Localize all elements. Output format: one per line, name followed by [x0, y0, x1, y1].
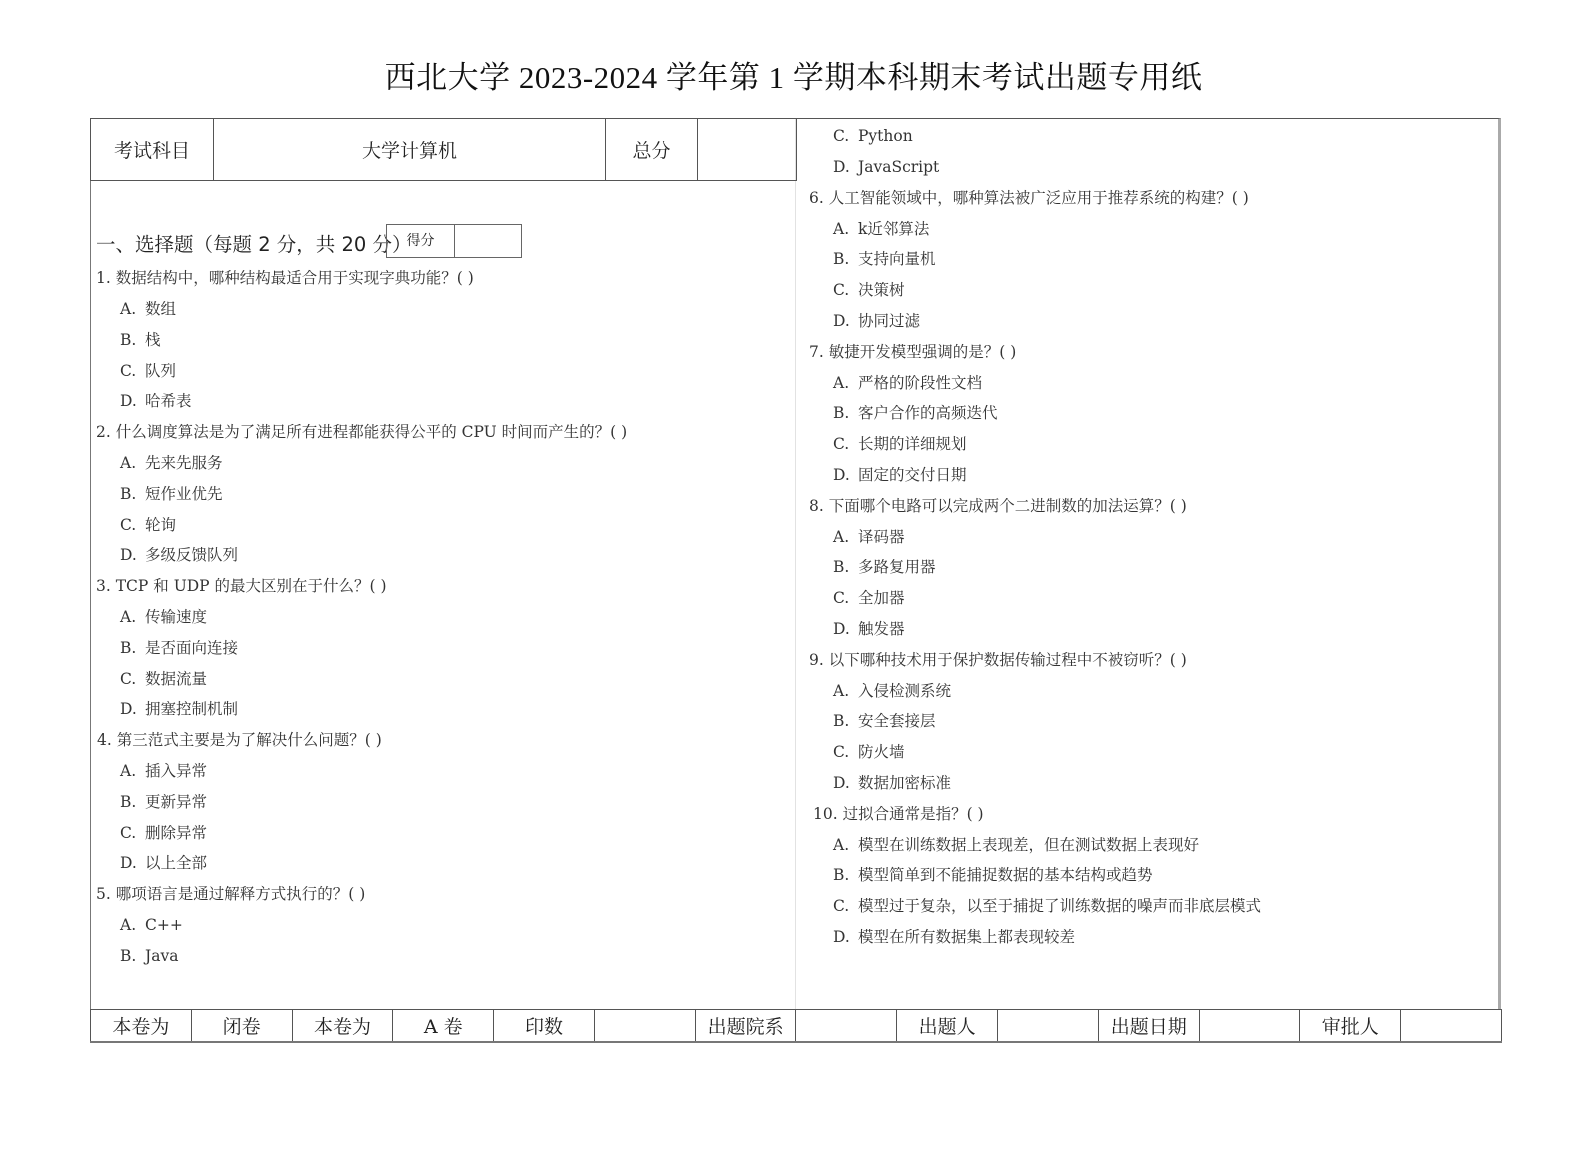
question-10-option-b: B. 模型简单到不能捕捉数据的基本结构或趋势	[833, 866, 1153, 884]
question-8-option-b: B. 多路复用器	[833, 558, 936, 576]
question-1-option-c: C. 队列	[120, 362, 177, 380]
question-3-option-d: D. 拥塞控制机制	[120, 700, 239, 718]
question-4: 4. 第三范式主要是为了解决什么问题？( )	[97, 731, 382, 749]
question-10-option-c: C. 模型过于复杂，以至于捕捉了训练数据的噪声而非底层模式	[833, 897, 1262, 915]
question-1-option-d: D. 哈希表	[120, 392, 192, 410]
question-7-option-d: D. 固定的交付日期	[833, 466, 967, 484]
question-5-option-b: B. Java	[120, 947, 179, 965]
section-score-field[interactable]	[455, 225, 521, 257]
exam-footer-table	[90, 1009, 1502, 1043]
question-1-option-a: A. 数组	[120, 300, 177, 318]
footer-date-field[interactable]	[1199, 1010, 1300, 1043]
question-10: 10. 过拟合通常是指？( )	[813, 805, 984, 823]
question-2: 2. 什么调度算法是为了满足所有进程都能获得公平的 CPU 时间而产生的？( )	[96, 423, 628, 441]
section-heading: 一、选择题（每题 2 分，共 20 分）	[96, 233, 412, 256]
question-8-option-a: A. 译码器	[833, 528, 905, 546]
question-6-option-c: C. 决策树	[833, 281, 905, 299]
question-6-option-d: D. 协同过滤	[833, 312, 921, 330]
footer-paper-version-label: 本卷为	[292, 1010, 393, 1043]
question-3-option-c: C. 数据流量	[120, 670, 208, 688]
question-2-option-d: D. 多级反馈队列	[120, 546, 239, 564]
question-3-option-a: A. 传输速度	[120, 608, 208, 626]
footer-paper-type-label: 本卷为	[91, 1010, 192, 1043]
question-9: 9. 以下哪种技术用于保护数据传输过程中不被窃听？( )	[809, 651, 1187, 669]
question-8: 8. 下面哪个电路可以完成两个二进制数的加法运算？( )	[809, 497, 1187, 515]
section-score-box	[386, 224, 522, 258]
question-4-option-c: C. 删除异常	[120, 824, 208, 842]
question-5-option-a: A. C++	[120, 916, 183, 934]
question-8-option-c: C. 全加器	[833, 589, 905, 607]
question-2-option-c: C. 轮询	[120, 516, 177, 534]
question-9-option-a: A. 入侵检测系统	[833, 682, 952, 700]
question-7-option-b: B. 客户合作的高频迭代	[833, 404, 998, 422]
question-10-option-d: D. 模型在所有数据集上都表现较差	[833, 928, 1076, 946]
footer-paper-type-value: 闭卷	[191, 1010, 292, 1043]
question-1: 1. 数据结构中，哪种结构最适合用于实现字典功能？( )	[96, 269, 474, 287]
question-5-option-c: C. Python	[833, 127, 913, 145]
question-3: 3. TCP 和 UDP 的最大区别在于什么？( )	[96, 577, 387, 595]
question-7: 7. 敏捷开发模型强调的是？( )	[809, 343, 1017, 361]
question-5-option-d: D. JavaScript	[833, 158, 940, 176]
footer-approver-field[interactable]	[1401, 1010, 1502, 1043]
question-5: 5. 哪项语言是通过解释方式执行的？( )	[96, 885, 366, 903]
question-9-option-b: B. 安全套接层	[833, 712, 936, 730]
footer-paper-version-value: A 卷	[393, 1010, 494, 1043]
total-score-field[interactable]	[698, 119, 797, 181]
question-2-option-b: B. 短作业优先	[120, 485, 223, 503]
footer-print-count-field[interactable]	[594, 1010, 695, 1043]
question-8-option-d: D. 触发器	[833, 620, 905, 638]
total-score-label: 总分	[606, 119, 698, 181]
question-1-option-b: B. 栈	[120, 331, 161, 349]
footer-print-count-label: 印数	[494, 1010, 595, 1043]
footer-department-label: 出题院系	[695, 1010, 796, 1043]
subject-value: 大学计算机	[214, 119, 606, 181]
question-4-option-d: D. 以上全部	[120, 854, 208, 872]
question-6-option-b: B. 支持向量机	[833, 250, 936, 268]
question-4-option-a: A. 插入异常	[120, 762, 208, 780]
footer-department-field[interactable]	[796, 1010, 897, 1043]
exam-header-table	[90, 118, 797, 181]
question-9-option-d: D. 数据加密标准	[833, 774, 952, 792]
footer-date-label: 出题日期	[1098, 1010, 1199, 1043]
question-3-option-b: B. 是否面向连接	[120, 639, 239, 657]
question-6-option-a: A. k近邻算法	[833, 220, 930, 238]
question-7-option-c: C. 长期的详细规划	[833, 435, 967, 453]
question-9-option-c: C. 防火墙	[833, 743, 905, 761]
question-4-option-b: B. 更新异常	[120, 793, 208, 811]
column-divider	[795, 118, 796, 1010]
exam-title: 西北大学 2023-2024 学年第 1 学期本科期末考试出题专用纸	[384, 60, 1203, 95]
subject-label: 考试科目	[91, 119, 214, 181]
footer-setter-field[interactable]	[998, 1010, 1099, 1043]
footer-approver-label: 审批人	[1300, 1010, 1401, 1043]
section-score-label: 得分	[387, 225, 455, 257]
question-2-option-a: A. 先来先服务	[120, 454, 223, 472]
question-6: 6. 人工智能领域中，哪种算法被广泛应用于推荐系统的构建？( )	[809, 189, 1249, 207]
question-10-option-a: A. 模型在训练数据上表现差，但在测试数据上表现好	[833, 836, 1200, 854]
footer-setter-label: 出题人	[897, 1010, 998, 1043]
question-7-option-a: A. 严格的阶段性文档	[833, 374, 983, 392]
